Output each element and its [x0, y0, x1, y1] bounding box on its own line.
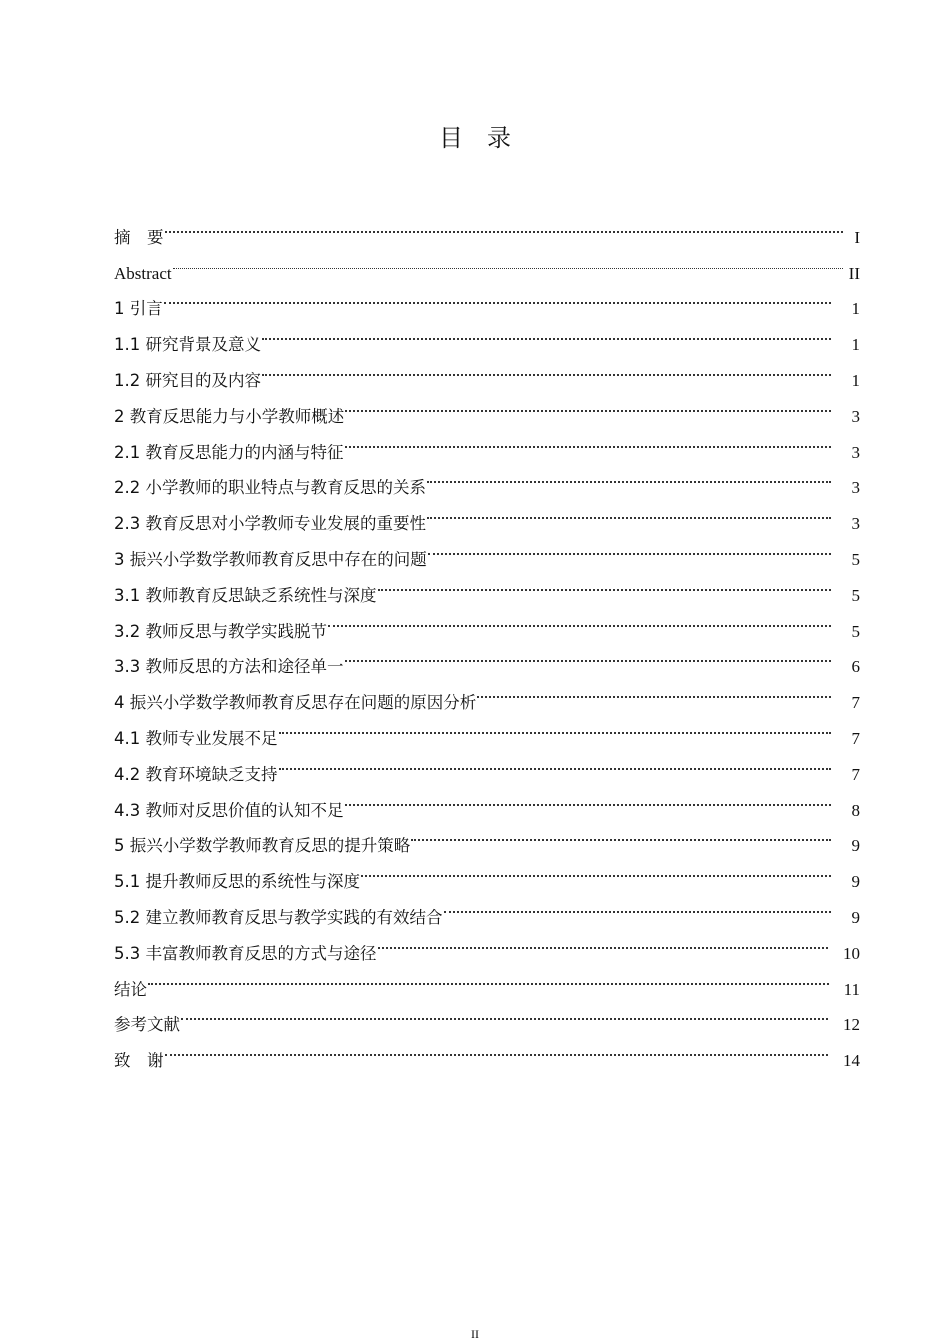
toc-entry-label: Abstract — [114, 263, 172, 283]
toc-entry-page: I — [854, 227, 860, 247]
toc-dot-leader — [378, 923, 829, 959]
footer-page-number: II — [471, 1327, 479, 1341]
toc-entry-label: 致 谢 — [114, 1051, 164, 1071]
toc-entry-chapter-1[interactable] — [114, 279, 860, 319]
toc-dot-leader — [262, 314, 831, 350]
toc-entry-label: 4 振兴小学数学教师教育反思存在问题的原因分析 — [114, 693, 477, 713]
toc-entry-label: 摘 要 — [114, 227, 164, 247]
toc-entry-page: 3 — [851, 478, 860, 498]
toc-entry-page: 3 — [851, 442, 860, 462]
toc-entry-page: 3 — [851, 514, 860, 534]
toc-dot-leader — [165, 207, 844, 243]
toc-entry-page: 9 — [851, 836, 860, 856]
toc-entry-label: 5.1 提升教师反思的系统性与深度 — [114, 872, 360, 892]
toc-entry-label: 4.3 教师对反思价值的认知不足 — [114, 800, 344, 820]
toc-entry-page: 6 — [851, 657, 860, 677]
toc-entry-label: 3 振兴小学数学教师教育反思中存在的问题 — [114, 549, 427, 569]
toc-entry-label: 1 引言 — [114, 299, 163, 319]
toc-entry-conclusion[interactable] — [114, 959, 860, 999]
toc-entry-label: 5 振兴小学数学教师教育反思的提升策略 — [114, 836, 411, 856]
toc-entry-page: 5 — [851, 585, 860, 605]
toc-dot-leader — [427, 493, 831, 529]
toc-dot-leader — [345, 637, 832, 673]
toc-entry-page: 1 — [851, 370, 860, 390]
toc-entry-page: II — [848, 263, 860, 283]
toc-entry-label: 5.3 丰富教师教育反思的方式与途径 — [114, 943, 377, 963]
toc-entry-references[interactable] — [114, 995, 860, 1035]
toc-dot-leader — [345, 780, 832, 816]
toc-entry-page: 5 — [851, 549, 860, 569]
toc-entry-abstract-en[interactable] — [114, 243, 860, 283]
toc-entry-page: 3 — [851, 406, 860, 426]
toc-dot-leader — [361, 851, 831, 887]
toc-dot-leader — [279, 708, 832, 744]
toc-dot-leader — [444, 887, 832, 923]
table-of-contents — [114, 207, 860, 1071]
toc-entry-label: 参考文献 — [114, 1015, 180, 1035]
toc-entry-abstract-cn[interactable] — [114, 207, 860, 247]
toc-dot-leader — [345, 386, 831, 422]
toc-entry-label: 2.1 教育反思能力的内涵与特征 — [114, 442, 344, 462]
toc-entry-page: 11 — [843, 979, 860, 999]
toc-entry-page: 8 — [851, 800, 860, 820]
toc-entry-page: 1 — [851, 299, 860, 319]
toc-entry-page: 5 — [851, 621, 860, 641]
toc-entry-label: 2.3 教育反思对小学教师专业发展的重要性 — [114, 514, 426, 534]
toc-entry-label: 2 教育反思能力与小学教师概述 — [114, 406, 345, 426]
toc-entry-acknowledgements[interactable] — [114, 1030, 860, 1071]
toc-entry-page: 1 — [851, 335, 860, 355]
toc-dot-leader — [328, 601, 831, 637]
toc-entry-label: 结论 — [114, 979, 147, 999]
toc-entry-label: 1.1 研究背景及意义 — [114, 335, 261, 355]
toc-entry-page: 9 — [851, 872, 860, 892]
toc-entry-page: 9 — [851, 907, 860, 927]
toc-entry-page: 7 — [851, 728, 860, 748]
toc-dot-leader — [148, 959, 829, 995]
toc-entry-label: 2.2 小学教师的职业特点与教育反思的关系 — [114, 478, 426, 498]
toc-entry-page: 12 — [843, 1015, 860, 1035]
toc-entry-page: 7 — [851, 693, 860, 713]
toc-dot-leader — [477, 672, 831, 708]
toc-entry-section-1-1[interactable] — [114, 314, 860, 355]
toc-entry-label: 3.2 教师反思与教学实践脱节 — [114, 621, 327, 641]
toc-entry-page: 10 — [843, 943, 860, 963]
toc-dot-leader — [181, 995, 828, 1031]
toc-entry-page: 7 — [851, 764, 860, 784]
toc-dot-leader — [262, 350, 831, 386]
toc-dot-leader — [428, 529, 831, 565]
toc-entry-label: 3.3 教师反思的方法和途径单一 — [114, 657, 344, 677]
toc-dot-leader — [345, 422, 832, 458]
toc-entry-label: 1.2 研究目的及内容 — [114, 370, 261, 390]
toc-entry-label: 5.2 建立教师教育反思与教学实践的有效结合 — [114, 907, 443, 927]
toc-entry-label: 4.1 教师专业发展不足 — [114, 728, 278, 748]
toc-dot-leader — [173, 243, 843, 279]
toc-entry-label: 4.2 教育环境缺乏支持 — [114, 764, 278, 784]
toc-dot-leader — [164, 279, 831, 315]
page-title: 目 录 — [439, 124, 511, 152]
toc-dot-leader — [411, 816, 831, 852]
toc-dot-leader — [427, 458, 831, 494]
toc-dot-leader — [165, 1030, 829, 1066]
toc-entry-page: 14 — [843, 1051, 860, 1071]
toc-entry-label: 3.1 教师教育反思缺乏系统性与深度 — [114, 585, 377, 605]
toc-dot-leader — [378, 565, 832, 601]
toc-dot-leader — [279, 744, 832, 780]
